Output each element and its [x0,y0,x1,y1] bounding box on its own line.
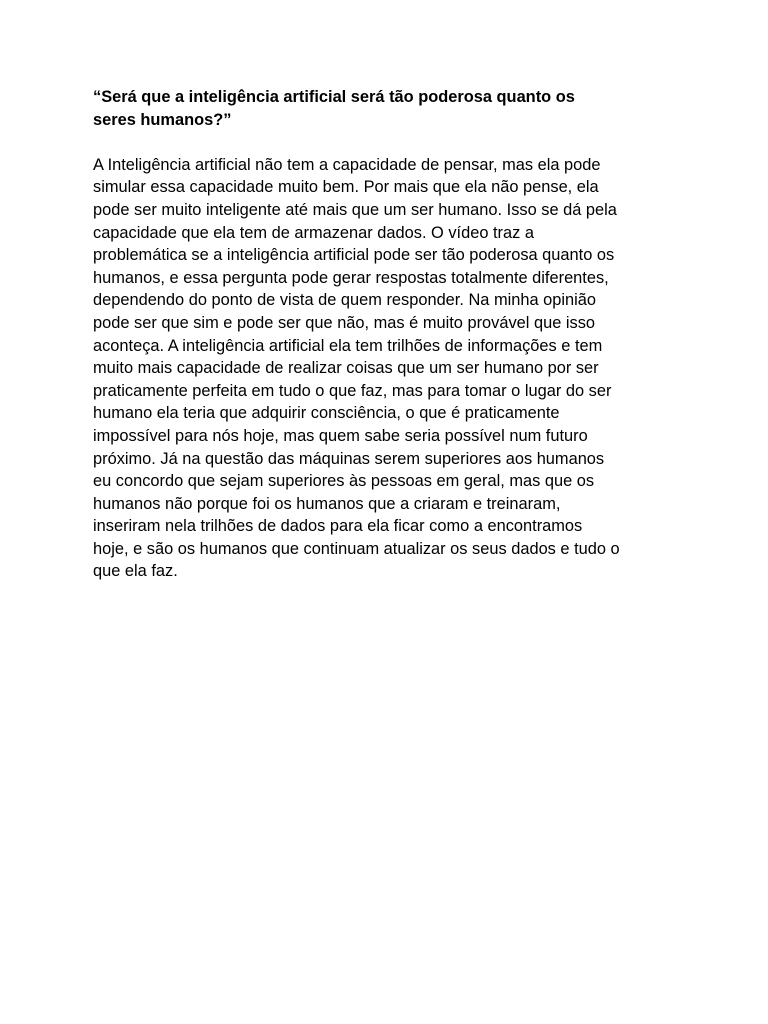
body-line: hoje, e são os humanos que continuam atualizar os seus dados e tudo o [93,539,620,558]
body-line: que ela faz. [93,562,178,581]
body-line: pode ser muito inteligente até mais que um ser humano. Isso se dá pela [93,200,617,219]
body-line: humanos não porque foi os humanos que a criaram e treinaram, [93,494,561,513]
body-line: capacidade que ela tem de armazenar dados. O vídeo traz a [93,223,534,242]
title-line: seres humanos?” [93,110,232,129]
body-line: dependendo do ponto de vista de quem responder. Na minha opinião [93,291,597,310]
body-line: humanos, e essa pergunta pode gerar respostas totalmente diferentes, [93,268,609,287]
body-line: A Inteligência artificial não tem a capacidade de pensar, mas ela pode [93,155,601,174]
body-line: eu concordo que sejam superiores às pessoas em geral, mas que os [93,472,595,491]
body-line: problemática se a inteligência artificial pode ser tão poderosa quanto os [93,246,615,265]
body-line: aconteça. A inteligência artificial ela tem trilhões de informações e tem [93,336,603,355]
body-line: praticamente perfeita em tudo o que faz, mas para tomar o lugar do ser [93,381,612,400]
body-line: inseriram nela trilhões de dados para ela ficar como a encontramos [93,517,583,536]
body-line: muito mais capacidade de realizar coisas que um ser humano por ser [93,359,599,378]
body-line: impossível para nós hoje, mas quem sabe seria possível num futuro [93,426,588,445]
document-title [93,86,681,131]
title-line: “Será que a inteligência artificial será tão poderosa quanto os [93,88,575,106]
body-line: humano ela teria que adquirir consciência, o que é praticamente [93,404,560,423]
document-content [93,86,681,583]
document-body [93,154,681,583]
body-line: simular essa capacidade muito bem. Por mais que ela não pense, ela [93,178,599,197]
body-line: pode ser que sim e pode ser que não, mas é muito provável que isso [93,313,596,332]
body-line: próximo. Já na questão das máquinas serem superiores aos humanos [93,449,605,468]
